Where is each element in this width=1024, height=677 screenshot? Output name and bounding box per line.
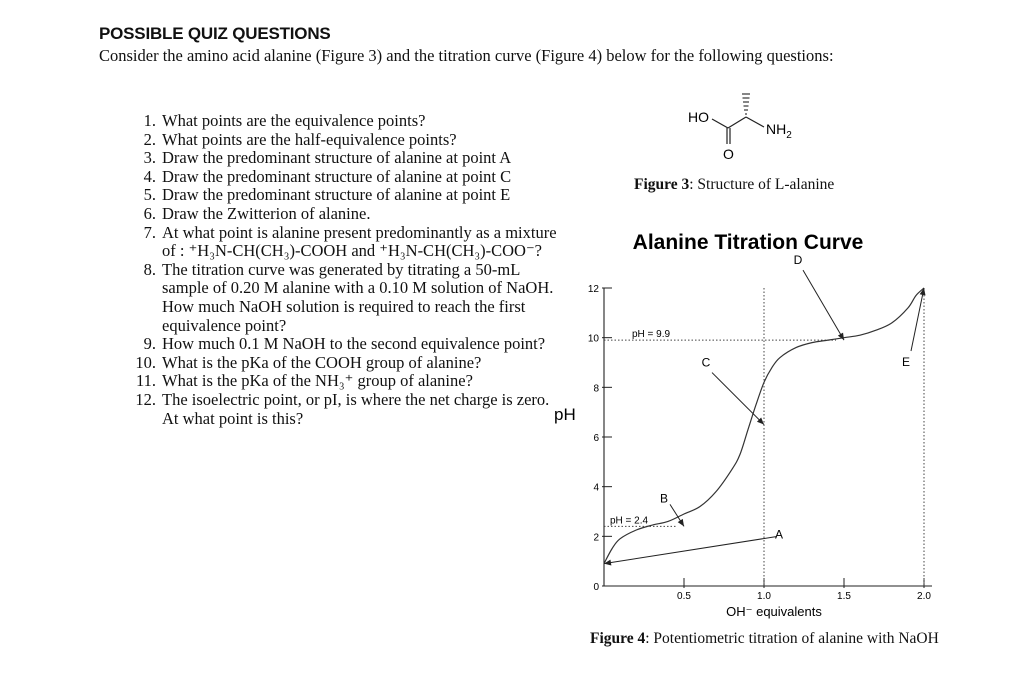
question-number: 9.: [143, 334, 156, 354]
chart-title: Alanine Titration Curve: [632, 231, 864, 254]
x-tick-label: 0.5: [677, 591, 691, 602]
question-item: [128, 168, 568, 187]
y-tick-label: 2: [593, 532, 599, 544]
intro-text: Consider the amino acid alanine (Figure 3) and the titration curve (Figure 4) below for the following questions:: [99, 46, 834, 65]
plot-area: [588, 253, 932, 602]
question-text: Draw the predominant structure of alanine at point A: [162, 148, 512, 168]
nh2-label: $NH_2$: [766, 121, 792, 141]
y-tick-label: 4: [593, 482, 599, 494]
point-label-a: A: [774, 527, 784, 542]
question-number: 7.: [143, 222, 156, 242]
bond-ho: [712, 119, 728, 128]
question-text: Draw the predominant structure of alanine at point C: [162, 166, 512, 186]
bond-c-ca: [728, 117, 746, 128]
question-item: [128, 335, 568, 354]
question-number: 3.: [143, 148, 156, 168]
ref-line-label: pH = 2.4: [610, 515, 649, 527]
point-c-arrow: [712, 373, 764, 425]
question-text: What points are the equivalence points?: [162, 111, 426, 130]
figure4-caption-text: : Potentiometric titration of alanine with NaOH: [645, 630, 939, 647]
methyl-hash-bond: [742, 94, 750, 114]
x-tick-label: 1.0: [757, 591, 771, 602]
point-a-arrow: [604, 537, 776, 564]
figure4-caption-label: Figure 4: [590, 630, 646, 647]
question-item: [128, 112, 568, 131]
point-e-arrow: [911, 288, 924, 351]
question-number: 12.: [135, 389, 156, 409]
question-text: How much 0.1 M NaOH to the second equivalence point?: [162, 334, 546, 354]
question-number: 8.: [143, 259, 156, 279]
ref-line-label: pH = 9.9: [632, 329, 671, 341]
question-text: At what point is alanine present predominantly as a mixture of : ⁺H₃N-CH(CH₃)-COOH and ⁺H₃N-CH(CH₃)-COO⁻?: [162, 222, 557, 261]
ho-label: HO: [688, 109, 709, 125]
question-item: [128, 131, 568, 150]
question-number: 10.: [135, 352, 156, 372]
x-tick-label: 2.0: [917, 591, 931, 602]
y-tick-label: 6: [593, 433, 599, 444]
y-tick-label: 8: [593, 383, 599, 395]
question-text: Draw the Zwitterion of alanine.: [162, 203, 371, 223]
question-item: [128, 354, 568, 373]
y-axis-label: pH: [554, 405, 576, 424]
question-item: [128, 391, 568, 428]
x-tick-label: 1.5: [837, 591, 851, 602]
question-text: Draw the predominant structure of alanine at point E: [162, 185, 511, 205]
question-number: 1.: [143, 111, 156, 130]
alanine-structure: [680, 86, 810, 166]
bond-ca-n: [746, 117, 764, 127]
question-item: [128, 149, 568, 168]
figure3-caption: [634, 176, 834, 194]
question-text: The titration curve was generated by titrating a 50-mL sample of 0.20 M alanine with a 0.10 M solution of NaOH. How much NaOH solution is required to reach the first equivalence point?: [162, 259, 554, 335]
question-number: 4.: [143, 166, 156, 186]
y-tick-label: 12: [587, 284, 599, 295]
question-text: What is the pKa of the NH₃⁺ group of alanine?: [162, 371, 473, 391]
question-number: 2.: [143, 129, 156, 149]
question-item: [128, 224, 568, 261]
figure4-caption: [590, 629, 950, 648]
point-label-d: D: [793, 253, 803, 268]
x-axis-label: OH⁻ equivalents: [726, 604, 822, 619]
point-label-b: B: [659, 491, 669, 506]
y-tick-label: 10: [587, 333, 599, 345]
question-item: [128, 186, 568, 205]
figure3-caption-text: : Structure of L-alanine: [689, 176, 835, 193]
question-text: The isoelectric point, or pI, is where the net charge is zero. At what point is this?: [162, 389, 550, 428]
o-label: O: [723, 146, 734, 162]
question-item: [128, 372, 568, 391]
question-number: 5.: [143, 185, 156, 205]
question-item: [128, 205, 568, 224]
titration-chart: [540, 220, 980, 630]
page-heading: POSSIBLE QUIZ QUESTIONS: [99, 24, 331, 43]
point-label-e: E: [901, 355, 911, 369]
point-label-c: C: [701, 355, 711, 370]
y-tick-label: 0: [593, 582, 599, 593]
point-b-arrowhead: [678, 519, 684, 527]
question-number: 6.: [143, 203, 156, 223]
question-list: [128, 112, 568, 428]
figure3-caption-label: Figure 3: [634, 176, 690, 193]
question-text: What is the pKa of the COOH group of alanine?: [162, 352, 482, 372]
question-text: What points are the half-equivalence points?: [162, 129, 457, 149]
point-d-arrow: [803, 270, 844, 340]
question-number: 11.: [135, 371, 156, 391]
question-item: [128, 261, 568, 335]
